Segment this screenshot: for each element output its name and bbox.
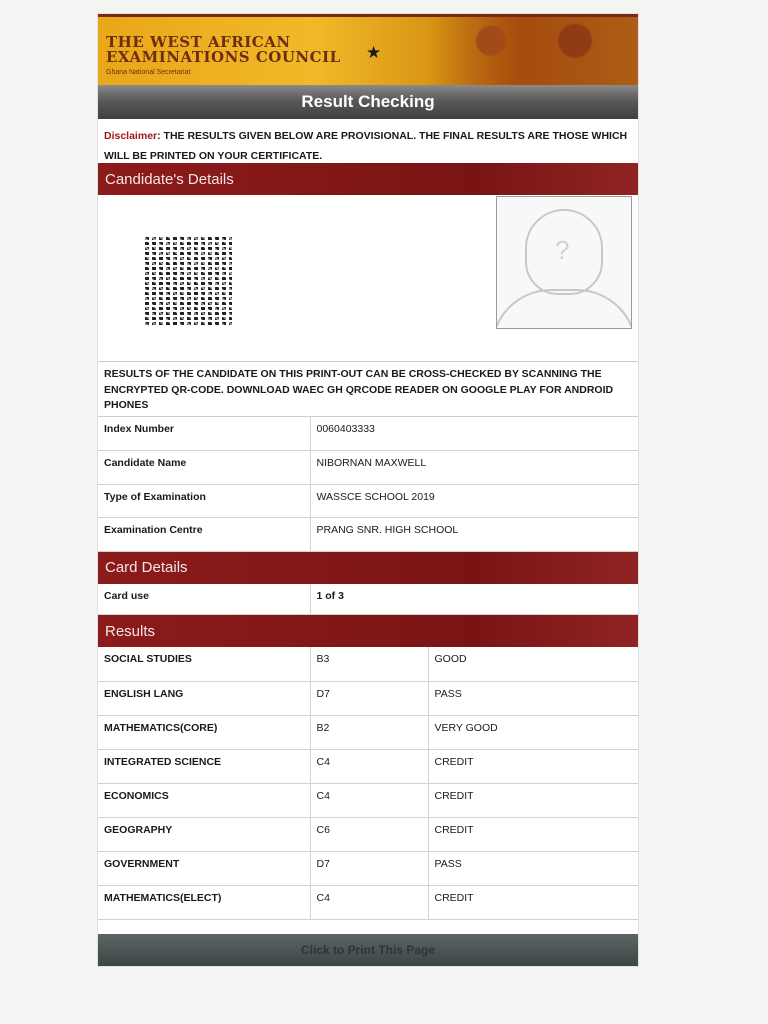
question-mark-icon: ? [555, 235, 570, 265]
table-row [98, 817, 638, 851]
remark-cell: GOOD [428, 647, 638, 681]
banner-logo-text [106, 35, 346, 65]
result-sheet [98, 14, 638, 966]
grade-cell: B3 [310, 647, 428, 681]
disclaimer [98, 119, 638, 163]
table-row [98, 484, 638, 518]
grade-cell: C4 [310, 885, 428, 919]
grade-cell: C4 [310, 783, 428, 817]
results-table [98, 647, 638, 920]
card-use-value: 1 of 3 [310, 584, 638, 615]
table-row [98, 851, 638, 885]
qr-note: RESULTS OF THE CANDIDATE ON THIS PRINT-OUT CAN BE CROSS-CHECKED BY SCANNING THE ENCRYPTED QR-CODE. DOWNLOAD WAEC GH QRCODE READER ON GOOGLE PLAY FOR ANDROID PHONES [98, 361, 638, 417]
section-header-card: Card Details [98, 552, 638, 584]
subject-cell: ENGLISH LANG [98, 681, 310, 715]
star-icon: ★ [366, 43, 382, 62]
banner-photo [428, 17, 638, 85]
card-use-label: Card use [98, 584, 310, 615]
print-button[interactable]: Click to Print This Page [98, 934, 638, 966]
detail-label: Index Number [98, 417, 310, 451]
qr-code [142, 237, 232, 327]
table-row [98, 647, 638, 681]
subject-cell: GOVERNMENT [98, 851, 310, 885]
table-row [98, 451, 638, 485]
detail-value: 0060403333 [310, 417, 638, 451]
remark-cell: CREDIT [428, 817, 638, 851]
detail-value: NIBORNAN MAXWELL [310, 451, 638, 485]
remark-cell: VERY GOOD [428, 715, 638, 749]
banner-title-line1: THE WEST AFRICAN [106, 33, 291, 51]
banner-subtitle: Ghana National Secretariat [106, 69, 191, 76]
table-row [98, 584, 638, 615]
avatar-shoulders-icon [496, 289, 632, 329]
table-row [98, 715, 638, 749]
card-details-table [98, 584, 638, 616]
remark-cell: PASS [428, 851, 638, 885]
subject-cell: GEOGRAPHY [98, 817, 310, 851]
page-title: Result Checking [98, 85, 638, 119]
disclaimer-text: : THE RESULTS GIVEN BELOW ARE PROVISIONAL. THE FINAL RESULTS ARE THOSE WHICH WILL BE PRINTED ON YOUR CERTIFICATE. [104, 130, 628, 162]
detail-label: Candidate Name [98, 451, 310, 485]
waec-banner [98, 14, 638, 85]
remark-cell: CREDIT [428, 749, 638, 783]
detail-value: PRANG SNR. HIGH SCHOOL [310, 518, 638, 552]
banner-title-line2: EXAMINATIONS COUNCIL [106, 48, 341, 66]
grade-cell: B2 [310, 715, 428, 749]
candidate-media [98, 195, 638, 361]
subject-cell: MATHEMATICS(ELECT) [98, 885, 310, 919]
subject-cell: INTEGRATED SCIENCE [98, 749, 310, 783]
detail-label: Type of Examination [98, 484, 310, 518]
remark-cell: PASS [428, 681, 638, 715]
grade-cell: C6 [310, 817, 428, 851]
table-row [98, 417, 638, 451]
subject-cell: ECONOMICS [98, 783, 310, 817]
remark-cell: CREDIT [428, 885, 638, 919]
candidate-photo-placeholder [496, 196, 632, 329]
table-row [98, 518, 638, 552]
candidate-details-table [98, 417, 638, 552]
grade-cell: D7 [310, 851, 428, 885]
grade-cell: C4 [310, 749, 428, 783]
subject-cell: MATHEMATICS(CORE) [98, 715, 310, 749]
table-row [98, 885, 638, 919]
section-header-candidate: Candidate's Details [98, 163, 638, 195]
section-header-results: Results [98, 615, 638, 647]
detail-label: Examination Centre [98, 518, 310, 552]
disclaimer-label: Disclaimer [104, 130, 158, 142]
table-row [98, 749, 638, 783]
detail-value: WASSCE SCHOOL 2019 [310, 484, 638, 518]
table-row [98, 783, 638, 817]
remark-cell: CREDIT [428, 783, 638, 817]
subject-cell: SOCIAL STUDIES [98, 647, 310, 681]
table-row [98, 681, 638, 715]
grade-cell: D7 [310, 681, 428, 715]
